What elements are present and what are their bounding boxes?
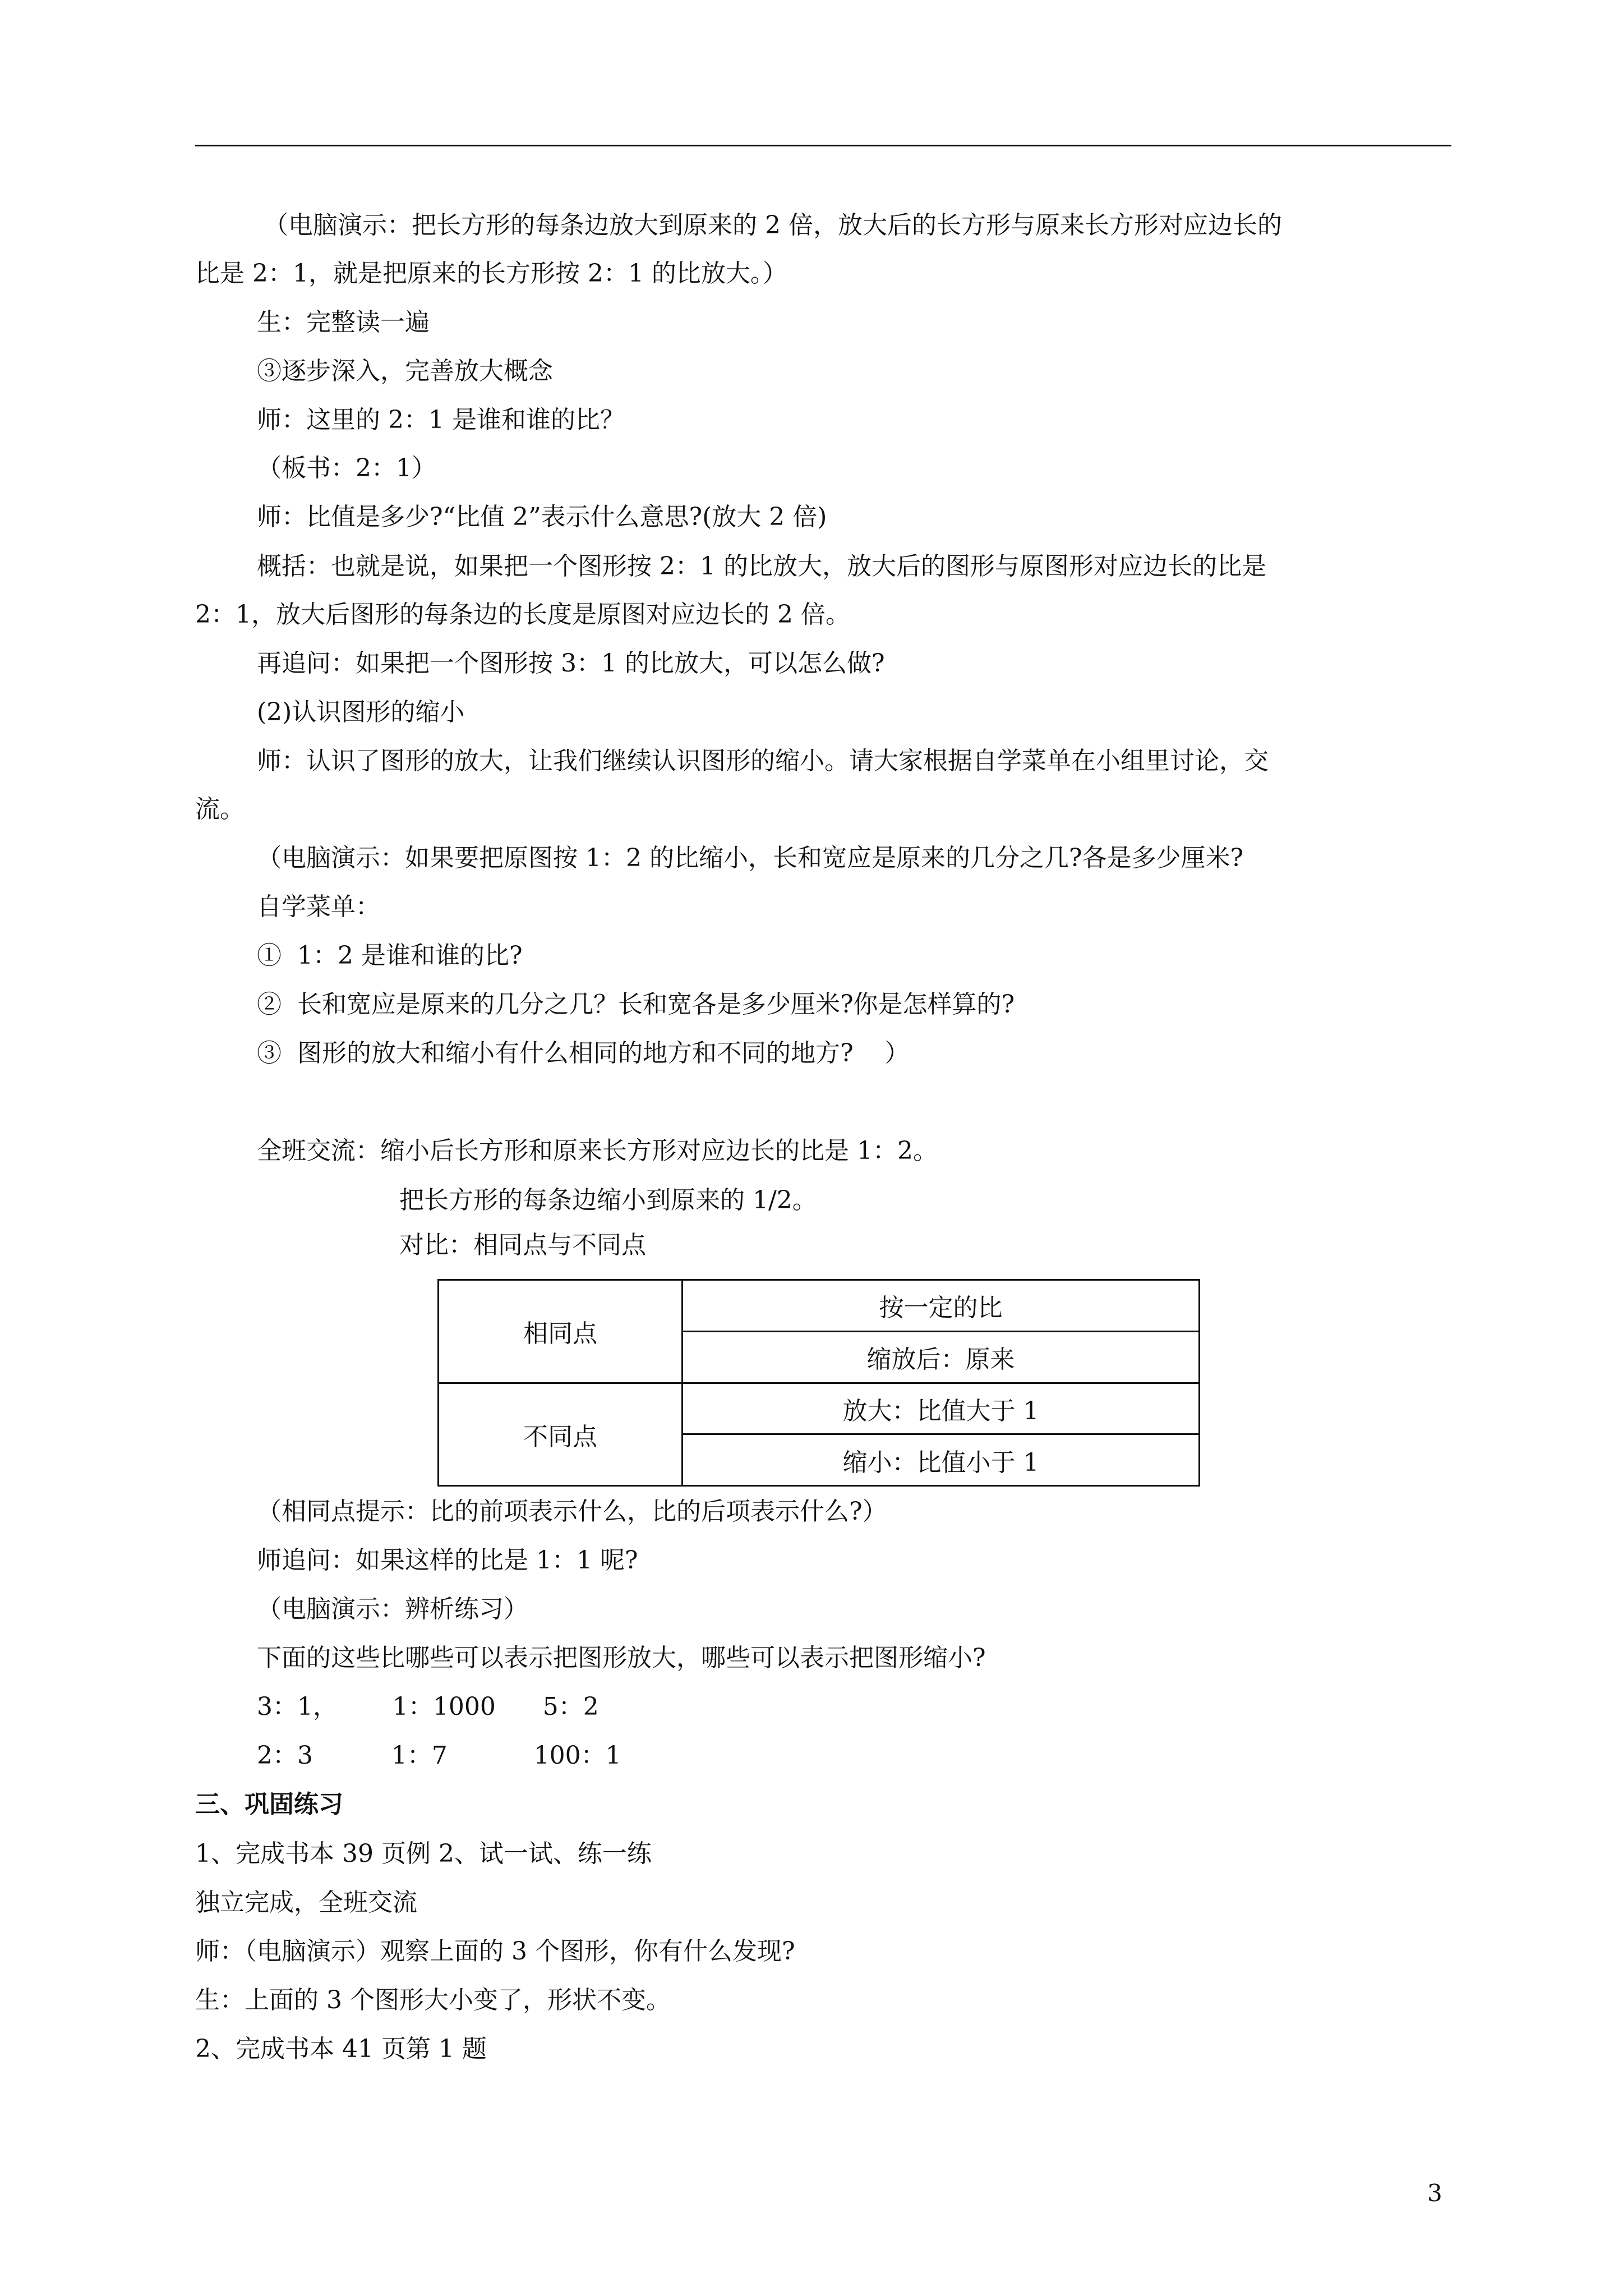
text-line: （电脑演示：把长方形的每条边放大到原来的 2 倍，放大后的长方形与原来长方形对应边长的 (264, 211, 1282, 240)
text-line: ② 长和宽应是原来的几分之几？长和宽各是多少厘米?你是怎样算的? (257, 990, 1015, 1019)
text-line: ③ 图形的放大和缩小有什么相同的地方和不同的地方? ） (257, 1039, 910, 1068)
text-line: 师：这里的 2：1 是谁和谁的比？ (257, 406, 625, 434)
text-line: 2、完成书本 41 页第 1 题 (195, 2035, 487, 2063)
comparison-table (437, 1279, 1200, 1487)
table-cell-diff-label: 不同点 (439, 1383, 683, 1486)
text-line: （电脑演示：辨析练习） (257, 1595, 528, 1623)
text-line: 2：3 1：7 100：1 (257, 1741, 621, 1770)
table-cell: 放大：比值大于 1 (683, 1383, 1200, 1434)
text-line: ③逐步深入，完善放大概念 (257, 357, 553, 385)
text-line: ① 1：2 是谁和谁的比? (257, 941, 523, 970)
text-line: 把长方形的每条边缩小到原来的 1/2。 (399, 1186, 817, 1214)
text-line: 生：上面的 3 个图形大小变了，形状不变。 (195, 1986, 671, 2014)
table-cell: 缩放后：原来 (683, 1331, 1200, 1383)
text-line: 比是 2：1，就是把原来的长方形按 2：1 的比放大。） (195, 259, 787, 288)
table-cell: 按一定的比 (683, 1280, 1200, 1332)
text-line: 1、完成书本 39 页例 2、试一试、练一练 (195, 1839, 652, 1868)
text-line: 流。 (195, 795, 245, 823)
text-line: 全班交流：缩小后长方形和原来长方形对应边长的比是 1：2。 (257, 1137, 938, 1165)
text-line: 师：比值是多少?“比值 2”表示什么意思?(放大 2 倍) (257, 503, 827, 531)
text-line: 师追问：如果这样的比是 1：1 呢? (257, 1546, 638, 1575)
text-line: 概括：也就是说，如果把一个图形按 2：1 的比放大，放大后的图形与原图形对应边长的比是 (257, 552, 1266, 581)
text-line: 独立完成，全班交流 (195, 1888, 417, 1917)
text-line: 对比：相同点与不同点 (399, 1231, 646, 1259)
text-line: （相同点提示：比的前项表示什么，比的后项表示什么?） (257, 1497, 887, 1526)
table-cell: 缩小：比值小于 1 (683, 1434, 1200, 1486)
section-heading: 三、巩固练习 (195, 1790, 343, 1819)
page-number: 3 (1427, 2179, 1442, 2207)
text-line: 生：完整读一遍 (257, 308, 430, 337)
text-line: 3：1， 1：1000 5：2 (257, 1692, 599, 1721)
text-line: 师：认识了图形的放大，让我们继续认识图形的缩小。请大家根据自学菜单在小组里讨论，交 (257, 747, 1269, 775)
header-rule (195, 145, 1451, 146)
text-line: （电脑演示：如果要把原图按 1：2 的比缩小，长和宽应是原来的几分之几?各是多少厘米? (257, 844, 1244, 872)
text-line: 再追问：如果把一个图形按 3：1 的比放大，可以怎么做? (257, 649, 885, 678)
text-line: 师：（电脑演示）观察上面的 3 个图形，你有什么发现? (195, 1937, 795, 1966)
text-line: (2)认识图形的缩小 (257, 698, 465, 726)
text-line: （板书：2：1） (257, 454, 436, 482)
text-line: 2：1，放大后图形的每条边的长度是原图对应边长的 2 倍。 (195, 600, 850, 629)
table-cell-same-label: 相同点 (439, 1280, 683, 1383)
text-line: 下面的这些比哪些可以表示把图形放大，哪些可以表示把图形缩小? (257, 1644, 986, 1672)
text-line: 自学菜单： (257, 892, 380, 921)
